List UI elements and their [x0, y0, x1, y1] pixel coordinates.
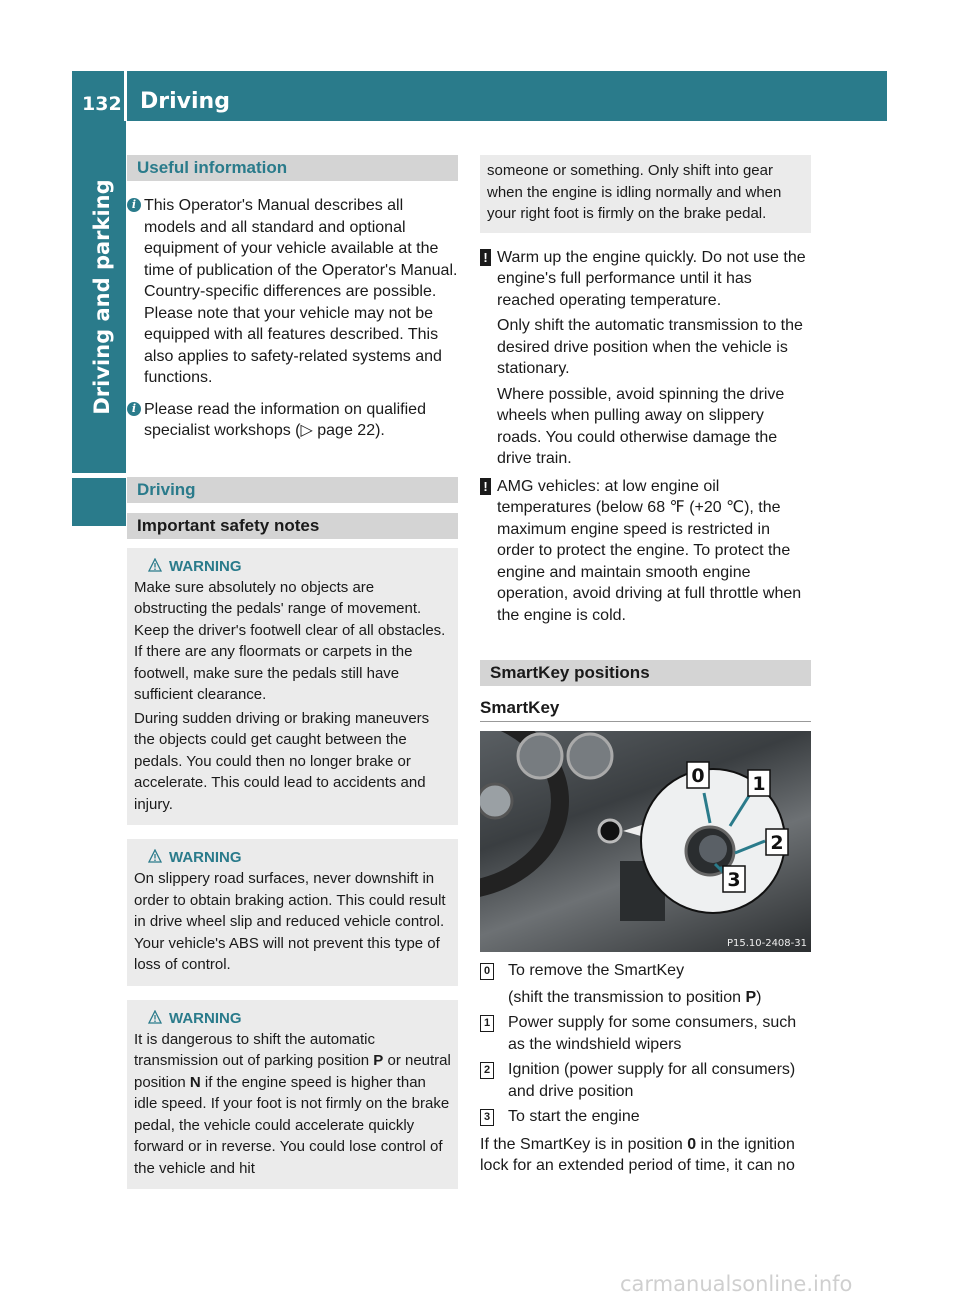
- warning-triangle-icon: [148, 1010, 162, 1024]
- warning-box: [127, 839, 458, 986]
- side-tab-label: Driving and parking: [90, 179, 114, 415]
- legend-text: Power supply for some consumers, such as the windshield wipers: [508, 1014, 797, 1053]
- smartkey-ignition-photo: [480, 731, 811, 952]
- legend-text: To remove the SmartKey: [508, 962, 685, 979]
- warning-text: During sudden driving or braking maneuvers the objects could get caught between the pedals. You could then no longer brake or accelerate. This could lead to accidents and injury.: [134, 709, 430, 813]
- smartkey-subheading: SmartKey: [480, 698, 811, 722]
- warning-text: someone or something. Only shift into gear when the engine is idling normally and when your right foot is firmly on the brake pedal.: [487, 162, 782, 222]
- left-column: [127, 155, 458, 1189]
- warning-heading: [134, 1008, 451, 1029]
- warning-heading: [134, 847, 451, 868]
- exclamation-icon: !: [480, 249, 491, 266]
- ignition-illustration: [480, 731, 811, 952]
- info-note: [127, 399, 458, 442]
- caution-note: [480, 247, 811, 470]
- legend: [480, 960, 811, 1128]
- info-text: This Operator's Manual describes all models and all standard and optional equipment of your vehicle available at the time of publication of the Operator's Manual. Country-specific differences are possible. Please note that your vehicle may not be equipped with all features described. This also applies to safety-related systems and functions.: [144, 197, 458, 386]
- warning-label: WARNING: [169, 1009, 242, 1027]
- caution-note: [480, 476, 811, 627]
- warning-text: On slippery road surfaces, never downshift in order to obtain braking action. This could result in drive wheel slip and reduced vehicle control. Your vehicle's ABS will not prevent this type of loss of control.: [134, 870, 446, 973]
- info-note: [127, 195, 458, 389]
- warning-heading: [134, 556, 451, 577]
- smartkey-heading: SmartKey positions: [480, 660, 811, 686]
- warning-box: [127, 548, 458, 826]
- position-label: 2: [770, 832, 784, 854]
- legend-key: 2: [480, 1062, 494, 1079]
- legend-item: [480, 1012, 811, 1055]
- warning-box: [127, 1000, 458, 1190]
- legend-item: [480, 1106, 811, 1128]
- photo-code: P15.10-2408-31: [726, 938, 807, 949]
- info-icon: i: [127, 198, 141, 212]
- caution-text: Where possible, avoid spinning the drive wheels when pulling away on slippery roads. You could otherwise damage the drive train.: [497, 385, 785, 467]
- position-label: 3: [727, 869, 741, 891]
- warning-triangle-icon: [148, 849, 162, 863]
- smartkey-final-text: If the SmartKey is in position 0 in the ignition lock for an extended period of time, it can no: [480, 1135, 795, 1174]
- safety-heading: Important safety notes: [127, 513, 458, 539]
- useful-info-heading: Useful information: [127, 155, 458, 181]
- header-section-title: Driving: [140, 89, 230, 114]
- driving-heading: Driving: [127, 477, 458, 503]
- legend-subtext: (shift the transmission to position P): [508, 988, 762, 1006]
- watermark: carmanualsonline.info: [620, 1272, 853, 1296]
- caution-text: Only shift the automatic transmission to the desired drive position when the vehicle is stationary.: [497, 317, 803, 377]
- warning-text: Make sure absolutely no objects are obstructing the pedals' range of movement. Keep the driver's footwell clear of all obstacles. If there are any floormats or carpets in the footwell, make sure the pedals still have sufficient clearance.: [134, 578, 446, 703]
- exclamation-icon: !: [480, 478, 491, 495]
- legend-key: 1: [480, 1015, 494, 1032]
- page-number: 132: [82, 93, 122, 115]
- caution-text: Warm up the engine quickly. Do not use the engine's full performance until it has reached operating temperature.: [497, 248, 806, 309]
- warning-continuation: [480, 155, 811, 233]
- info-text: Please read the information on qualified specialist workshops (▷ page 22).: [144, 400, 426, 439]
- position-label: 1: [752, 773, 766, 795]
- warning-triangle-icon: [148, 558, 162, 572]
- legend-text: To start the engine: [508, 1108, 640, 1125]
- legend-text: Ignition (power supply for all consumers) and drive position: [508, 1061, 796, 1100]
- right-column: [480, 155, 811, 1177]
- warning-text: It is dangerous to shift the automatic transmission out of parking position P or neutral position N if the engine speed is higher than idle speed. If your foot is not firmly on the brake pedal, the vehicle could accelerate quickly forward or in reverse. You could lose control of the vehicle and hit: [134, 1030, 451, 1177]
- header-divider: [124, 71, 127, 121]
- side-tab: [72, 121, 126, 473]
- legend-item: [480, 960, 811, 1008]
- page-header: [72, 71, 887, 121]
- side-tab-marker: [72, 478, 126, 526]
- caution-text: AMG vehicles: at low engine oil temperatures (below 68 ℉ (+20 ℃), the maximum engine speed is restricted in order to protect the engine. To protect the engine and maintain smooth engine operation, avoid driving at full throttle when the engine is cold.: [497, 477, 802, 624]
- legend-key: 0: [480, 963, 494, 980]
- warning-label: WARNING: [169, 557, 242, 575]
- position-label: 0: [691, 765, 705, 787]
- info-icon: i: [127, 402, 141, 416]
- warning-label: WARNING: [169, 849, 242, 866]
- legend-item: [480, 1059, 811, 1102]
- legend-key: 3: [480, 1109, 494, 1126]
